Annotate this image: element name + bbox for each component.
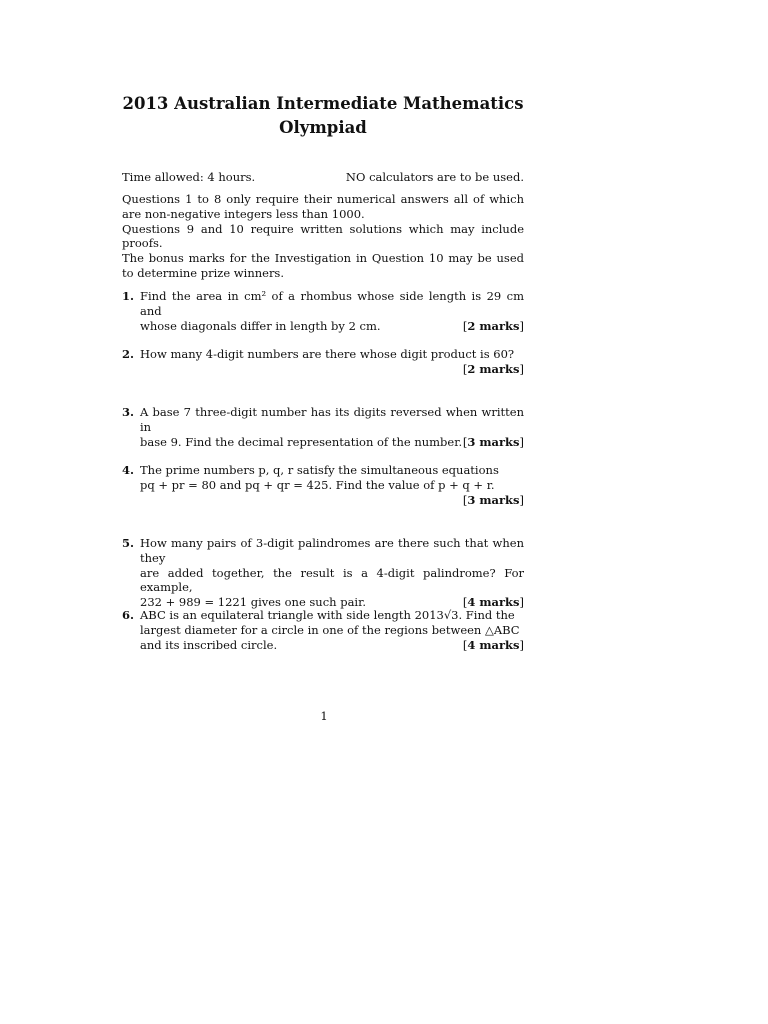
question-text: base 9. Find the decimal representation of the number. [140,434,463,449]
marks-label: [4 marks] [462,637,524,652]
question-6 [122,608,524,652]
marks-label: [4 marks] [462,595,524,610]
question-text: How many pairs of 3-digit palindromes are there such that when they [140,536,524,565]
question-text: A base 7 three-digit number has its digits reversed when written in [140,405,524,434]
question-text: whose diagonals differ in length by 2 cm. [140,318,381,333]
exam-conditions [122,170,524,185]
marks-label: [2 marks] [462,318,524,333]
question-3 [122,405,524,449]
question-text: and its inscribed circle. [140,637,278,652]
instruction-line: The bonus marks for the Investigation in Question 10 may be used to determine prize winners. [122,251,524,280]
question-text: ABC is an equilateral triangle with side length 2013√3. Find the [140,608,515,622]
instruction-line: Questions 9 and 10 require written solutions which may include proofs. [122,221,524,251]
question-text: pq + pr = 80 and pq + qr = 425. Find the value of p + q + r. [140,477,495,492]
question-2 [122,347,524,377]
instructions [122,192,524,281]
no-calculators-note: NO calculators are to be used. [345,170,524,184]
question-text: are added together, the result is a 4-digit palindrome? For example, [140,565,524,595]
question-4 [122,463,524,507]
question-number: 6. [122,608,135,622]
marks-label: [2 marks] [462,361,524,376]
question-text: Find the area in cm² of a rhombus whose side length is 29 cm and [140,289,524,318]
question-5 [122,536,524,610]
instruction-line: Questions 1 to 8 only require their numerical answers all of which are non-negative integers less than 1000. [122,192,524,221]
question-number: 2. [122,347,135,361]
time-allowed: Time allowed: 4 hours. [122,170,256,184]
question-1 [122,289,524,333]
question-number: 1. [122,289,135,303]
page-title: 2013 Australian Intermediate Mathematics Olympiad [122,94,524,137]
question-number: 4. [122,463,135,477]
marks-label: [3 marks] [462,492,524,507]
question-text: The prime numbers p, q, r satisfy the simultaneous equations [140,463,499,477]
question-text: 232 + 989 = 1221 gives one such pair. [140,595,367,610]
question-number: 5. [122,536,135,550]
question-text: How many 4-digit numbers are there whose digit product is 60? [140,347,515,361]
question-text: largest diameter for a circle in one of the regions between △ABC [140,622,520,637]
marks-label: [3 marks] [462,434,524,449]
question-number: 3. [122,405,135,419]
page-number: 1 [320,709,328,723]
